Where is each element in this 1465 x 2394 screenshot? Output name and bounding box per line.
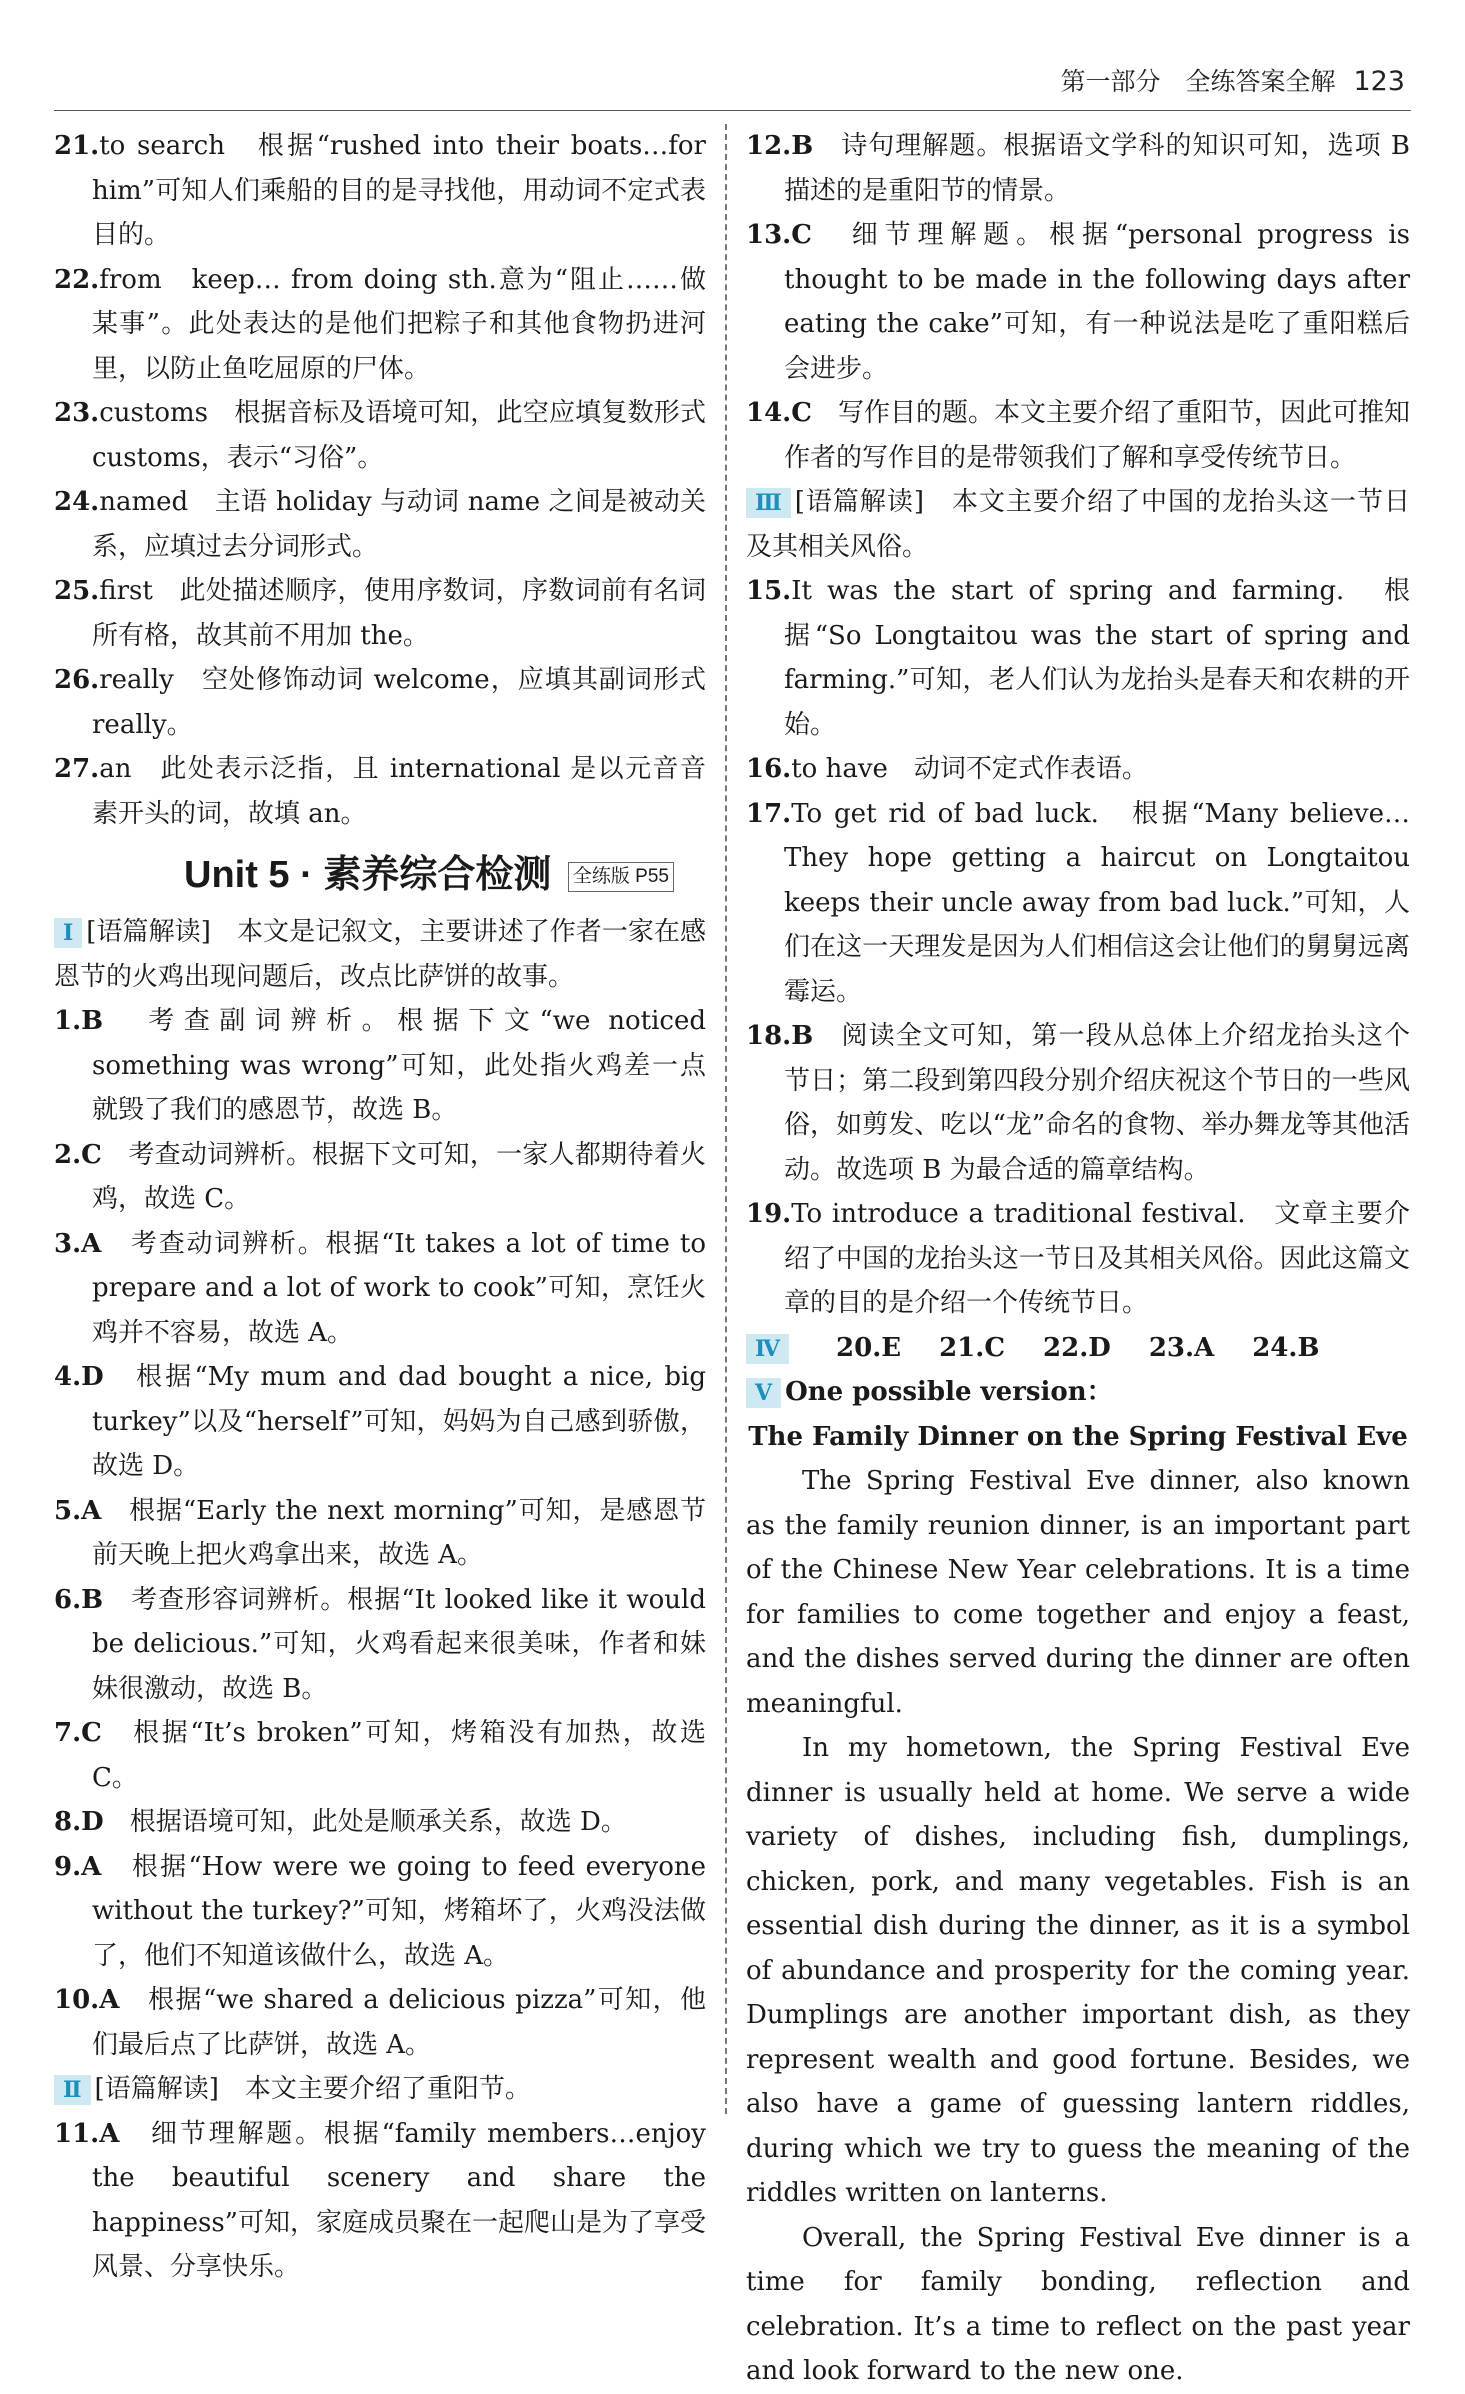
answer-item (54, 1355, 706, 1489)
section-2-intro: Ⅱ [语篇解读] 本文主要介绍了重阳节。 (54, 2067, 706, 2112)
item-text: first 此处描述顺序，使用序数词，序数词前有名词所有格，故其前不用加 the。 (92, 576, 706, 651)
left-column (54, 124, 706, 2290)
item-text: 阅读全文可知，第一段从总体上介绍龙抬头这个节日；第二段到第四段分别介绍庆祝这个节日的一些风俗，如剪发、吃以“龙”命名的食物、举办舞龙等其他活动。故选项 B 为最合适的篇章结构。 (784, 1021, 1410, 1185)
item-number: 18.B (746, 1021, 814, 1051)
page-header (1060, 62, 1405, 98)
answer: 23.A (1148, 1332, 1215, 1363)
answer-item (746, 213, 1410, 391)
answer-item (54, 658, 706, 747)
item-number: 15. (746, 576, 792, 606)
answer-item (54, 1489, 706, 1578)
essay-title: The Family Dinner on the Spring Festival Eve (748, 1421, 1408, 1452)
answer-item (746, 1192, 1410, 1326)
section-5-label: Ⅴ One possible version： (746, 1370, 1410, 1415)
roman-badge: Ⅱ (54, 2075, 91, 2105)
answer-item (746, 1014, 1410, 1192)
item-text: 细节理解题。根据“personal progress is thought to be made in the following days after eating the cake”可知，有一种说法是吃了重阳糕后会进步。 (784, 220, 1410, 384)
item-number: 22. (54, 264, 100, 295)
item-text: 根据“It’s broken”可知，烤箱没有加热，故选 C。 (92, 1718, 706, 1793)
item-text: 根据“Early the next morning”可知，是感恩节前天晚上把火鸡拿出来，故选 A。 (92, 1495, 706, 1570)
answer-item (54, 124, 706, 258)
roman-badge: Ⅰ (54, 918, 82, 948)
answer: 21.C (939, 1332, 1006, 1363)
item-text: 考查动词辨析。根据下文可知，一家人都期待着火鸡，故选 C。 (92, 1139, 706, 1214)
item-number: 14.C (746, 398, 812, 428)
answer: 22.D (1043, 1332, 1111, 1363)
roman-badge: Ⅴ (746, 1378, 781, 1408)
item-number: 1.B (54, 1006, 104, 1036)
answer-item (54, 391, 706, 480)
item-number: 25. (54, 576, 100, 606)
essay-paragraph: Overall, the Spring Festival Eve dinner is a time for family bonding, reflection and celebration. It’s a time to reflect on the past year and look forward to the new one. (746, 2222, 1410, 2386)
item-text: 考查形容词辨析。根据“It looked like it would be delicious.”可知，火鸡看起来很美味，作者和妹妹很激动，故选 B。 (92, 1584, 706, 1704)
item-number: 23. (54, 398, 100, 428)
item-number: 6.B (54, 1584, 104, 1615)
item-number: 19. (746, 1199, 792, 1229)
item-text: To introduce a traditional festival. 文章主要介绍了中国的龙抬头这一节日及其相关风俗。因此这篇文章的目的是介绍一个传统节日。 (784, 1199, 1410, 1318)
answer: 20.E (836, 1332, 902, 1363)
item-text: 根据“How were we going to feed everyone without the turkey?”可知，烤箱坏了，火鸡没法做了，他们不知道该做什么，故选 A。 (92, 1851, 706, 1971)
answer-item (54, 999, 706, 1133)
item-number: 3.A (54, 1228, 102, 1259)
roman-badge: Ⅲ (746, 488, 791, 518)
answer-item (54, 1133, 706, 1222)
answer: 24.B (1252, 1332, 1320, 1363)
page-number: 123 (1353, 66, 1405, 97)
answer-item (746, 391, 1410, 480)
item-number: 13.C (746, 220, 812, 250)
section-3-intro: Ⅲ [语篇解读] 本文主要介绍了中国的龙抬头这一节日及其相关风俗。 (746, 487, 1410, 562)
column-divider (725, 124, 727, 2114)
answer-item (54, 1711, 706, 1800)
item-number: 5.A (54, 1495, 102, 1526)
item-text: 根据“we shared a delicious pizza”可知，他们最后点了比萨饼，故选 A。 (92, 1985, 706, 2060)
item-number: 4.D (54, 1362, 104, 1392)
header-divider (54, 110, 1411, 111)
answer-item (54, 480, 706, 569)
unit-heading: Unit 5 · 素养综合检测 全练版 P55 (184, 846, 706, 904)
answer-item (54, 1800, 706, 1845)
item-number: 9.A (54, 1851, 102, 1882)
item-number: 24. (54, 487, 100, 517)
roman-badge: Ⅳ (746, 1334, 789, 1364)
answer-item (54, 1845, 706, 1979)
item-number: 27. (54, 754, 100, 784)
item-number: 11.A (54, 2118, 120, 2149)
item-text: customs 根据音标及语境可知，此空应填复数形式 customs，表示“习俗”。 (92, 398, 706, 473)
item-number: 17. (746, 798, 792, 829)
item-number: 7.C (54, 1718, 102, 1748)
item-number: 10.A (54, 1985, 120, 2015)
item-number: 8.D (54, 1807, 104, 1837)
answer-item (54, 258, 706, 392)
item-text: 细节理解题。根据“family members…enjoy the beautiful scenery and share the happiness”可知，家庭成员聚在一起爬山是为了享受风景、分享快乐。 (92, 2118, 706, 2282)
item-text: an 此处表示泛指，且 international 是以元音音素开头的词，故填 an。 (92, 754, 706, 829)
section-1-intro: Ⅰ [语篇解读] 本文是记叙文，主要讲述了作者一家在感恩节的火鸡出现问题后，改点比萨饼的故事。 (54, 917, 706, 992)
item-text: 写作目的题。本文主要介绍了重阳节，因此可推知作者的写作目的是带领我们了解和享受传统节日。 (784, 398, 1410, 473)
answer-item (54, 1578, 706, 1712)
essay-paragraph: In my hometown, the Spring Festival Eve dinner is usually held at home. We serve a wide variety of dishes, including fish, dumplings, chicken, pork, and many vegetables. Fish is an essential dish during the dinner, as it is a symbol of abundance and prosperity for the coming year. Dumplings are another important dish, as they represent wealth and good fortune. Besides, we also have a game of guessing lantern riddles, during which we try to guess the meaning of the riddles written on lanterns. (746, 1733, 1410, 2208)
answer-item (54, 1978, 706, 2067)
item-text: 根据语境可知，此处是顺承关系，故选 D。 (103, 1807, 627, 1837)
item-text: from keep… from doing sth.意为“阻止……做某事”。此处表达的是他们把粽子和其他食物扔进河里，以防止鱼吃屈原的尸体。 (92, 264, 706, 384)
item-text: 考查动词辨析。根据“It takes a lot of time to prepare and a lot of work to cook”可知，烹饪火鸡并不容易，故选 A。 (92, 1228, 706, 1348)
answer-item (746, 792, 1410, 1015)
answer-item (54, 569, 706, 658)
item-text: to search 根据“rushed into their boats…for him”可知人们乘船的目的是寻找他，用动词不定式表目的。 (92, 131, 706, 250)
answer-item (746, 124, 1410, 213)
item-number: 21. (54, 131, 100, 161)
item-text: 根据“My mum and dad bought a nice, big turkey”以及“herself”可知，妈妈为自己感到骄傲，故选 D。 (92, 1362, 706, 1481)
item-text: really 空处修饰动词 welcome，应填其副词形式 really。 (92, 665, 706, 740)
item-text: To get rid of bad luck. 根据“Many believe…They hope getting a haircut on Longtaitou keeps their uncle away from bad luck.”可知，人们在这一天理发是因为人们相信这会让他们的舅舅远离霉运。 (784, 798, 1410, 1007)
item-text: named 主语 holiday 与动词 name 之间是被动关系，应填过去分词形式。 (92, 487, 706, 562)
item-text: 诗句理解题。根据语文学科的知识可知，选项 B 描述的是重阳节的情景。 (784, 131, 1410, 206)
right-column (746, 124, 1410, 2394)
essay-paragraph: The Spring Festival Eve dinner, also known as the family reunion dinner, is an important part of the Chinese New Year celebrations. It is a time for families to come together and enjoy a feast, and the dishes served during the dinner are often meaningful. (746, 1466, 1410, 1719)
item-number: 16. (746, 754, 792, 784)
item-number: 2.C (54, 1139, 102, 1170)
item-number: 26. (54, 665, 100, 695)
section-4-answers (746, 1326, 1410, 1371)
item-text: It was the start of spring and farming. 根据“So Longtaitou was the start of spring and farming.”可知，老人们认为龙抬头是春天和农耕的开始。 (784, 576, 1410, 740)
unit-tag: 全练版 P55 (568, 862, 674, 892)
item-number: 12.B (746, 131, 814, 161)
item-text: 考查副词辨析。根据下文“we noticed something was wrong”可知，此处指火鸡差一点就毁了我们的感恩节，故选 B。 (92, 1006, 706, 1125)
section-title: 第一部分 全练答案全解 (1060, 67, 1336, 96)
answer-item (54, 2112, 706, 2290)
answer-item (746, 569, 1410, 747)
answer-item (54, 1222, 706, 1356)
answer-item (746, 747, 1410, 792)
answer-item (54, 747, 706, 836)
item-text: to have 动词不定式作表语。 (791, 754, 1148, 784)
